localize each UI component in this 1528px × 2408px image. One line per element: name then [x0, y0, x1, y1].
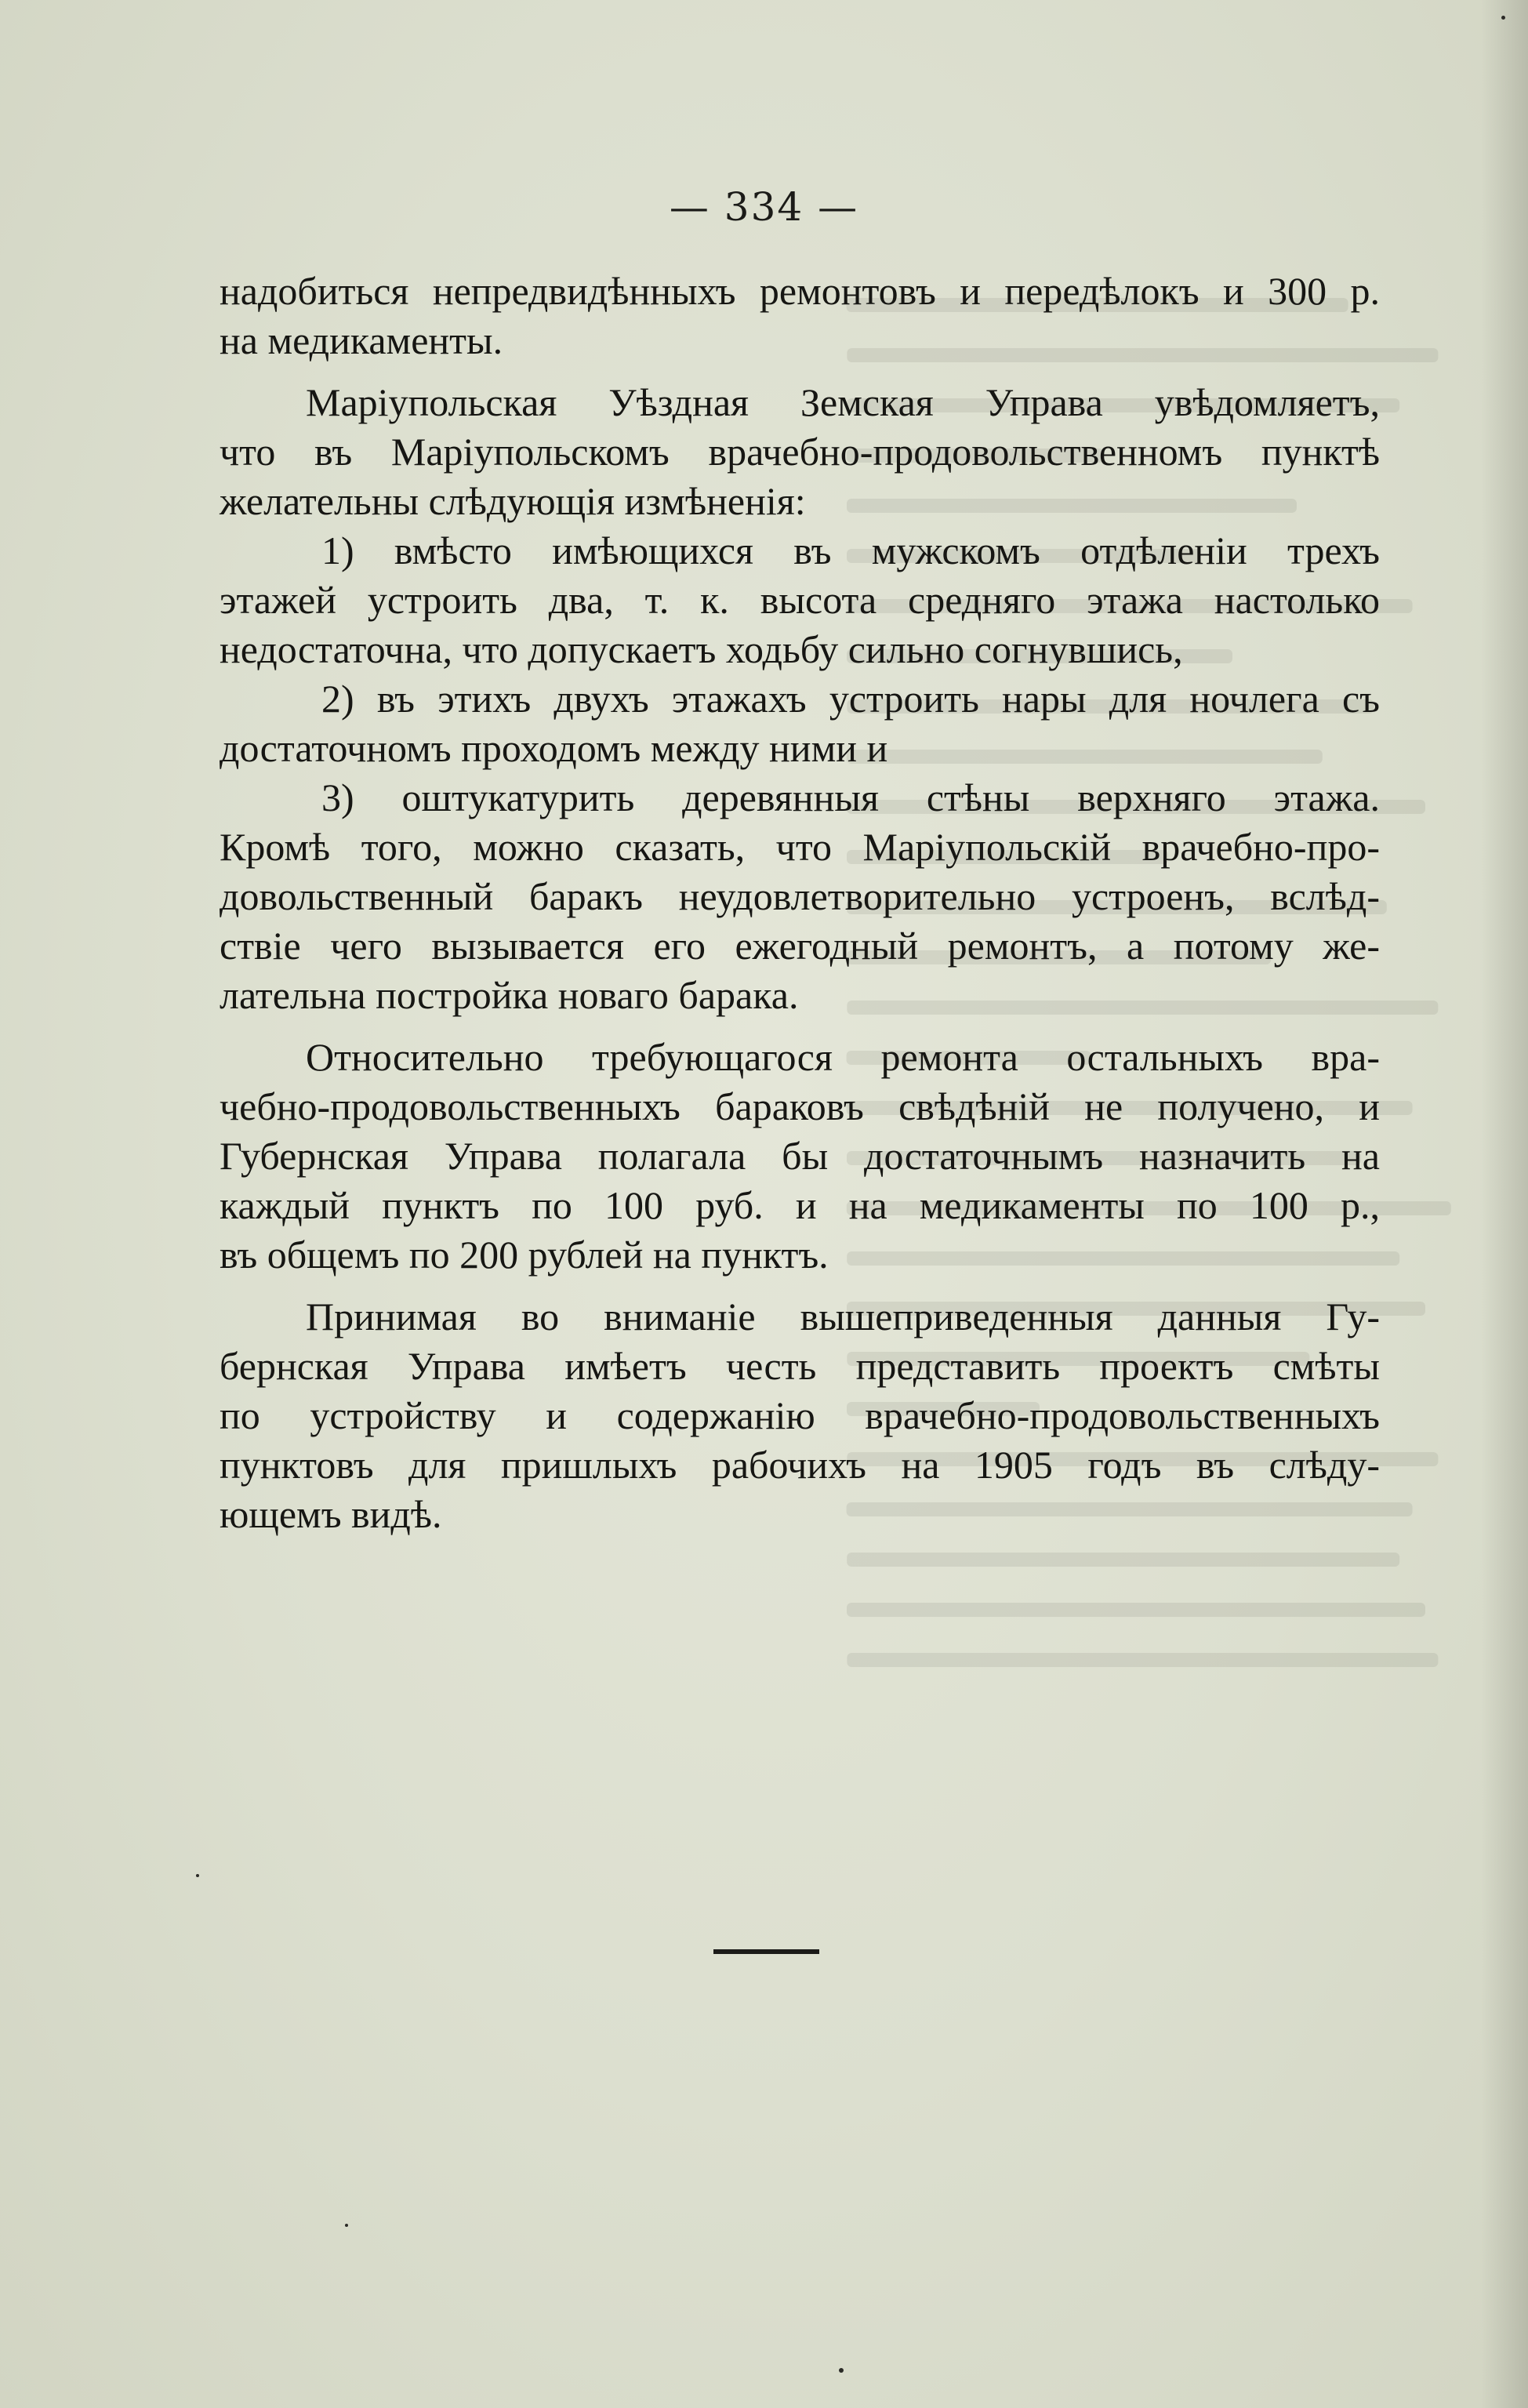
text-line: лательна постройка новаго барака. [220, 973, 799, 1017]
ink-speck [1501, 16, 1505, 20]
text-line: достаточномъ проходомъ между ними и [220, 726, 888, 770]
text-line: надобиться непредвидѣнныхъ ремонтовъ и передѣлокъ и 300 р. [220, 269, 1380, 313]
text-line: Губернская Управа полагала бы достаточнымъ назначить на [220, 1134, 1380, 1178]
text-line: каждый пунктъ по 100 руб. и на медикаменты по 100 р., [220, 1183, 1380, 1227]
text-line: пунктовъ для пришлыхъ рабочихъ на 1905 годъ въ слѣду- [220, 1443, 1380, 1487]
text-line: на медикаменты. [220, 318, 503, 362]
ink-speck [839, 2368, 844, 2373]
text-line: ющемъ видѣ. [220, 1492, 442, 1536]
text-line: чебно-продовольственныхъ бараковъ свѣдѣній не получено, и [220, 1084, 1380, 1128]
text-line: Кромѣ того, можно сказать, что Маріупольскій врачебно-про- [220, 825, 1380, 869]
ink-speck [345, 2224, 348, 2227]
section-rule [713, 1949, 819, 1954]
text-line: что въ Маріупольскомъ врачебно-продовольственномъ пунктѣ [220, 430, 1380, 474]
text-line: недостаточна, что допускаетъ ходьбу сильно согнувшись, [220, 627, 1183, 671]
body-text [220, 267, 1380, 1539]
text-line: 1) вмѣсто имѣющихся въ мужскомъ отдѣленіи трехъ [321, 528, 1380, 572]
text-line: по устройству и содержанію врачебно-продовольственныхъ [220, 1393, 1380, 1437]
page-edge-shadow [1481, 0, 1528, 2408]
text-line: Маріупольская Уѣздная Земская Управа увѣдомляетъ, [306, 380, 1380, 424]
text-line: довольственный баракъ неудовлетворительно устроенъ, вслѣд- [220, 874, 1380, 918]
text-line: 2) въ этихъ двухъ этажахъ устроить нары для ночлега съ [321, 677, 1380, 721]
text-line: бернская Управа имѣетъ честь представить проектъ смѣты [220, 1344, 1380, 1388]
text-line: Относительно требующагося ремонта остальныхъ вра- [306, 1035, 1380, 1079]
text-line: этажей устроить два, т. к. высота средняго этажа настолько [220, 578, 1380, 622]
text-line: желательны слѣдующія измѣненія: [220, 479, 806, 523]
text-line: Принимая во вниманіе вышеприведенныя данныя Гу- [306, 1295, 1380, 1338]
page-number: — 334 — [669, 184, 859, 230]
text-line: ствіе чего вызывается его ежегодный ремонтъ, а потому же- [220, 924, 1380, 968]
text-line: 3) оштукатурить деревянныя стѣны верхняго этажа. [321, 775, 1380, 819]
text-line: въ общемъ по 200 рублей на пунктъ. [220, 1233, 829, 1277]
ink-speck [196, 1874, 199, 1877]
